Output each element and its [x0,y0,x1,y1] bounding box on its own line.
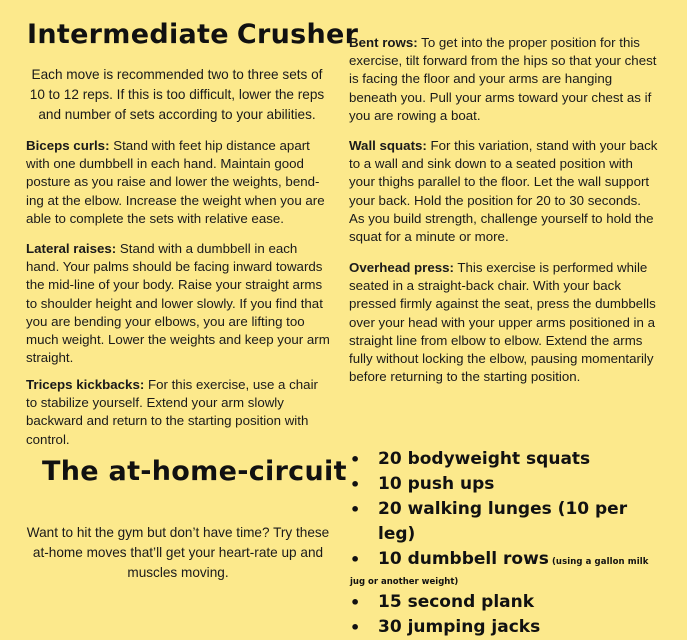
circuit-item-note: (using a gallon milk [548,557,649,567]
exercise-overhead-press: Overhead press: This exercise is performed while seated in a straight-back chair. With your back pressed firmly against the seat, press the dumbbells over your head with your upper arms positioned in a straight line from elbow to elbow. Extend the arms fully without locking the elbow, pausing momentarily before returning to the starting position. [349,260,656,385]
bullet-icon: • [350,593,361,612]
exercise-triceps-kickbacks: Triceps kickbacks: For this exercise, use a chair to stabilize yourself. Extend your arm slowly backward and return to the starting position with control. [26,377,318,447]
circuit-item-note-continued: jug or another weight) [350,577,459,587]
exercise-biceps-curls: Biceps curls: Stand with feet hip distance apart with one dumbbell in each hand. Maintain good posture as you raise and lower the weights, bending at the elbow. Increase the weight when you are able to complete the sets with relative ease. [26,138,325,226]
circuit-list [350,447,670,640]
circuit-item: • 10 dumbbell rows (using a gallon milk jug or another weight) [350,547,670,588]
circuit-intro: Want to hit the gym but don’t have time? Try these at-home moves that’ll get your heart-rate up and muscles moving. [26,525,330,580]
exercise-bent-rows: Bent rows: To get into the proper position for this exercise, tilt forward from the hips so that your chest is facing the floor and your arms are hanging beneath you. Pull your arms toward your chest as if you are rowing a boat. [349,35,657,123]
bullet-icon: • [350,450,361,469]
exercise-lateral-raises: Lateral raises: Stand with a dumbbell in each hand. Your palms should be facing inward towards the mid-line of your body. Raise your straight arms to shoulder height and lower slowly. If you find that you are bending your elbows, you are lifting too much weight. Lower the weights and keep your arm straight. [26,241,330,366]
crusher-intro: Each move is recommended two to three sets of 10 to 12 reps. If this is too difficult, lower the reps and number of sets according to your abilities. [29,67,325,122]
circuit-item: • 15 second plank [350,590,670,615]
circuit-item: • 20 bodyweight squats [350,447,670,472]
bullet-icon: • [350,618,361,637]
circuit-title: The at-home-circuit [42,456,347,487]
exercise-wall-squats: Wall squats: For this variation, stand with your back to a wall and sink down to a seated position with your thighs parallel to the floor. Let the wall support your back. Hold the position for 20 to 30 seconds. As you build strength, challenge yourself to hold the squat for a minute or more. [349,138,658,245]
bullet-icon: • [350,475,361,494]
circuit-item: • 30 jumping jacks [350,615,670,640]
circuit-item: • 10 push ups [350,472,670,497]
circuit-item: • 20 walking lunges (10 per leg) [350,499,628,544]
bullet-icon: • [350,550,361,569]
bullet-icon: • [350,500,361,519]
crusher-title: Intermediate Crusher [27,19,359,50]
